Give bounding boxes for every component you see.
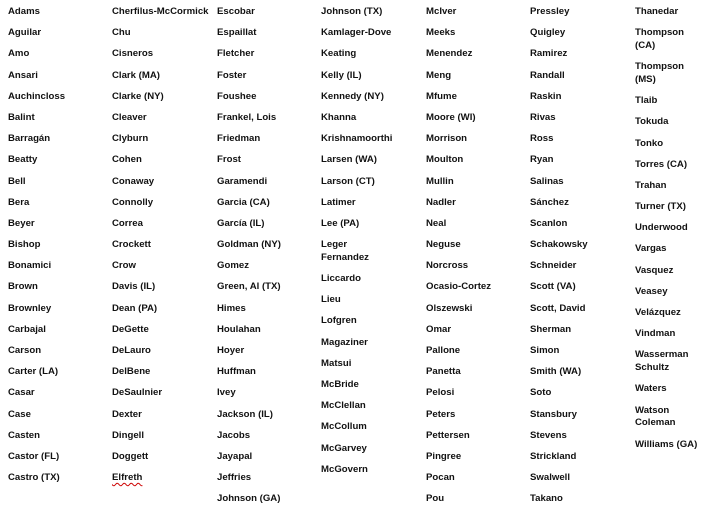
member-name: McClellan xyxy=(321,400,366,412)
member-name: Turner (TX) xyxy=(635,201,686,213)
member-name: Brownley xyxy=(8,302,52,314)
member-name: Frankel, Lois xyxy=(217,111,277,123)
name-column-7 xyxy=(635,6,705,460)
member-name: Quigley xyxy=(530,27,566,39)
member-name: Leger Fernandez xyxy=(321,239,369,263)
member-name: Beatty xyxy=(8,154,38,166)
member-name: Soto xyxy=(530,387,552,399)
member-name: Friedman xyxy=(217,133,261,145)
member-name: Matsui xyxy=(321,357,352,369)
member-name: Crow xyxy=(112,260,136,272)
member-name: Bera xyxy=(8,196,30,208)
name-column-3 xyxy=(217,6,315,515)
member-name: Barragán xyxy=(8,133,51,145)
member-name: Waters xyxy=(635,383,667,395)
member-name: Morrison xyxy=(426,133,468,145)
member-name: Clarke (NY) xyxy=(112,90,164,102)
member-name: Lee (PA) xyxy=(321,217,360,229)
member-name: McGarvey xyxy=(321,442,367,454)
member-name: Larsen (WA) xyxy=(321,154,377,166)
member-name: Huffman xyxy=(217,366,256,378)
member-name: Foushee xyxy=(217,90,257,102)
member-name: Stansbury xyxy=(530,408,577,420)
member-name: Neal xyxy=(426,217,447,229)
member-name: Smith (WA) xyxy=(530,366,582,378)
member-name: Pocan xyxy=(426,472,455,484)
member-name: Mfume xyxy=(426,90,457,102)
member-name: Strickland xyxy=(530,450,577,462)
member-name: McGovern xyxy=(321,463,368,475)
member-name: Ross xyxy=(530,133,554,145)
member-name: Bonamici xyxy=(8,260,52,272)
member-name: Doggett xyxy=(112,450,149,462)
member-name: Espaillat xyxy=(217,27,257,39)
member-name: Ivey xyxy=(217,387,236,399)
member-name: Menendez xyxy=(426,48,473,60)
member-name: Castor (FL) xyxy=(8,450,60,462)
member-name: Olszewski xyxy=(426,302,473,314)
member-name: Escobar xyxy=(217,6,255,17)
name-column-5 xyxy=(426,6,524,515)
member-name: Ryan xyxy=(530,154,554,166)
member-name: Moulton xyxy=(426,154,464,166)
member-name: Lieu xyxy=(321,294,341,306)
member-name: Case xyxy=(8,408,31,420)
member-name: Vargas xyxy=(635,243,667,255)
member-name: Adams xyxy=(8,6,40,17)
member-name: Clyburn xyxy=(112,133,149,145)
member-name: Kelly (IL) xyxy=(321,69,362,81)
name-column-4 xyxy=(321,6,393,485)
member-name: Khanna xyxy=(321,111,357,123)
member-name: Norcross xyxy=(426,260,469,272)
member-name: Casten xyxy=(8,429,40,441)
member-name: Trahan xyxy=(635,179,667,191)
member-name: DeLauro xyxy=(112,345,151,356)
member-name: Auchincloss xyxy=(8,90,66,102)
member-name: Castro (TX) xyxy=(8,472,60,484)
member-name: Moore (WI) xyxy=(426,111,476,123)
member-name: Stevens xyxy=(530,429,567,441)
member-name: Aguilar xyxy=(8,27,42,39)
member-name: Carson xyxy=(8,345,42,356)
member-name: Foster xyxy=(217,69,247,81)
member-name: Connolly xyxy=(112,196,154,208)
member-name: Raskin xyxy=(530,90,562,102)
member-name: Tokuda xyxy=(635,116,669,128)
member-name: Bell xyxy=(8,175,26,187)
member-name: Pingree xyxy=(426,450,462,462)
member-name: Williams (GA) xyxy=(635,438,698,450)
member-name: Underwood xyxy=(635,222,688,234)
member-name: McIver xyxy=(426,6,457,17)
member-name: Schakowsky xyxy=(530,239,588,251)
member-name: Jeffries xyxy=(217,472,252,484)
name-column-6 xyxy=(530,6,628,515)
member-name: Kennedy (NY) xyxy=(321,90,384,102)
member-name: Johnson (GA) xyxy=(217,493,281,505)
member-name: Watson Coleman xyxy=(635,404,676,429)
member-name: Mullin xyxy=(426,175,454,187)
member-name: Cleaver xyxy=(112,111,147,123)
member-name: Simon xyxy=(530,345,560,356)
member-name: Kamlager-Dove xyxy=(321,27,392,39)
member-name: Davis (IL) xyxy=(112,281,156,293)
member-name: Neguse xyxy=(426,239,461,251)
member-name: Tlaib xyxy=(635,95,658,107)
member-name: Carbajal xyxy=(8,323,46,335)
member-name: Garcia (CA) xyxy=(217,196,270,208)
member-name: Jacobs xyxy=(217,429,251,441)
member-name: DeGette xyxy=(112,323,149,335)
member-name: Vindman xyxy=(635,328,676,340)
member-name: Thompson (MS) xyxy=(635,61,685,85)
member-name: Clark (MA) xyxy=(112,69,160,81)
member-name: Meeks xyxy=(426,27,456,39)
member-name: Panetta xyxy=(426,366,461,378)
member-name: Sherman xyxy=(530,323,572,335)
member-name: Beyer xyxy=(8,217,35,229)
member-name: Pallone xyxy=(426,345,461,356)
member-name: Cherfilus-McCormick xyxy=(112,6,209,17)
member-name: Pressley xyxy=(530,6,570,17)
member-name: Johnson (TX) xyxy=(321,6,383,17)
member-name: Correa xyxy=(112,217,143,229)
member-name: DeSaulnier xyxy=(112,387,163,399)
member-name: McCollum xyxy=(321,421,367,433)
member-name: McBride xyxy=(321,378,359,390)
member-name: Brown xyxy=(8,281,38,293)
member-name: Himes xyxy=(217,302,246,314)
member-name: Latimer xyxy=(321,196,356,208)
member-name: Takano xyxy=(530,493,563,505)
member-name: Velázquez xyxy=(635,307,681,319)
member-name: Pettersen xyxy=(426,429,470,441)
member-name: Randall xyxy=(530,69,565,81)
member-name: Goldman (NY) xyxy=(217,239,281,251)
member-name: Dexter xyxy=(112,408,142,420)
name-column-1 xyxy=(8,6,106,493)
member-name: Pelosi xyxy=(426,387,455,399)
member-name: Dingell xyxy=(112,429,144,441)
member-name: Balint xyxy=(8,111,35,123)
member-name: Pou xyxy=(426,493,445,505)
member-name: Thompson (CA) xyxy=(635,27,685,51)
member-name: Ocasio-Cortez xyxy=(426,281,492,293)
member-name: Salinas xyxy=(530,175,564,187)
member-name: Torres (CA) xyxy=(635,158,688,170)
member-name: Scott, David xyxy=(530,302,586,314)
member-name: Crockett xyxy=(112,239,151,251)
member-name: Scanlon xyxy=(530,217,568,229)
member-name: Carter (LA) xyxy=(8,366,59,378)
member-name: Rivas xyxy=(530,111,556,123)
member-name: Fletcher xyxy=(217,48,255,60)
member-name: Houlahan xyxy=(217,323,261,335)
member-name: Ramirez xyxy=(530,48,568,60)
member-name: Frost xyxy=(217,154,241,166)
member-name: Bishop xyxy=(8,239,41,251)
member-name: Casar xyxy=(8,387,35,399)
member-name: Swalwell xyxy=(530,472,570,484)
member-name: Wasserman Schultz xyxy=(635,349,689,374)
member-name: Vasquez xyxy=(635,264,674,276)
member-name: Ansari xyxy=(8,69,38,81)
member-name: Green, Al (TX) xyxy=(217,281,281,293)
member-name: Chu xyxy=(112,27,131,39)
member-name: Scott (VA) xyxy=(530,281,576,293)
member-name: Larson (CT) xyxy=(321,175,375,187)
member-name: Dean (PA) xyxy=(112,302,158,314)
member-name: Omar xyxy=(426,323,452,335)
member-name: Magaziner xyxy=(321,336,368,348)
member-name: García (IL) xyxy=(217,217,265,229)
member-name: Lofgren xyxy=(321,315,357,327)
member-name: Keating xyxy=(321,48,357,60)
member-name: DelBene xyxy=(112,366,151,378)
member-name: Jayapal xyxy=(217,450,253,462)
member-name: Schneider xyxy=(530,260,577,272)
member-name: Tonko xyxy=(635,137,664,149)
member-name: Veasey xyxy=(635,285,668,297)
member-name: Sánchez xyxy=(530,196,569,208)
member-name: Liccardo xyxy=(321,273,361,285)
member-name: Gomez xyxy=(217,260,249,272)
member-name: Garamendi xyxy=(217,175,268,187)
member-name: Thanedar xyxy=(635,6,679,17)
member-name: Amo xyxy=(8,48,30,60)
name-column-2 xyxy=(112,6,210,493)
member-name: Krishnamoorthi xyxy=(321,133,393,145)
member-name: Elfreth xyxy=(112,472,143,484)
member-name: Conaway xyxy=(112,175,155,187)
member-name: Meng xyxy=(426,69,452,81)
member-name: Hoyer xyxy=(217,345,245,356)
member-name: Peters xyxy=(426,408,456,420)
member-name: Jackson (IL) xyxy=(217,408,273,420)
member-name: Nadler xyxy=(426,196,456,208)
member-name: Cohen xyxy=(112,154,142,166)
member-name: Cisneros xyxy=(112,48,154,60)
